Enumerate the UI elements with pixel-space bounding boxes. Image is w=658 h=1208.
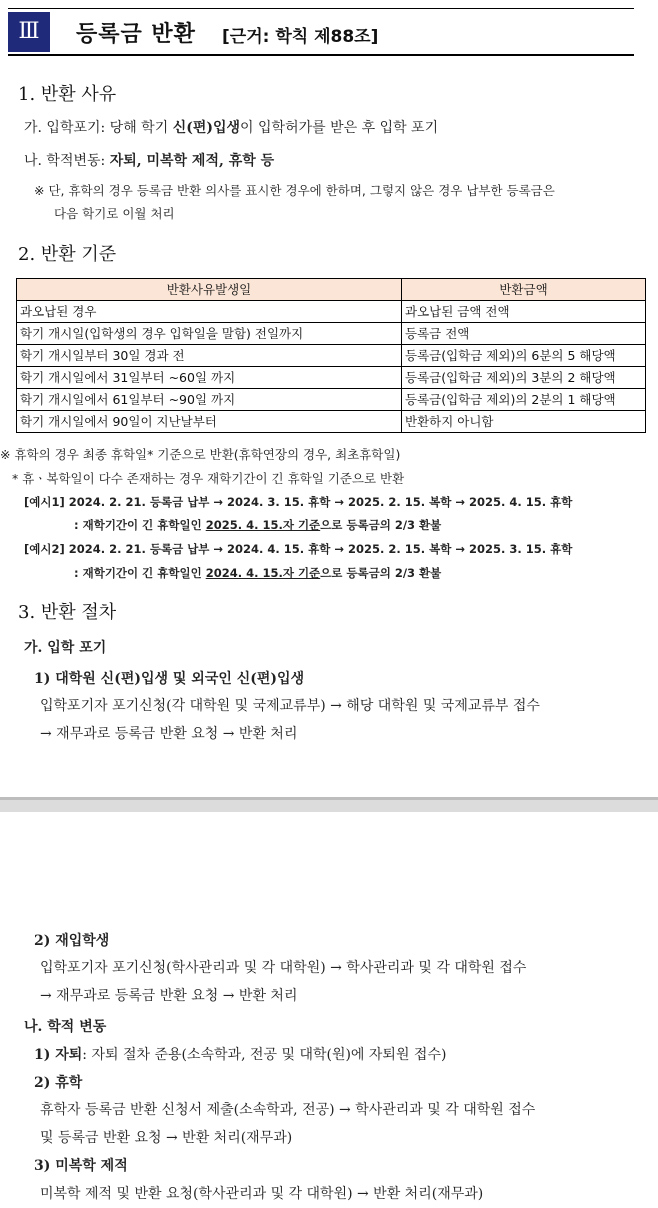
example2-line2: [74, 565, 441, 581]
section1-ga-suffix: 이 입학허가를 받은 후 입학 포기: [240, 120, 439, 136]
table-row: [17, 389, 646, 411]
example1-line2-b: 으로 등록금의 2/3 환불: [320, 518, 442, 532]
section1-na-bold: 자퇴, 미복학 제적, 휴학 등: [109, 153, 275, 169]
table-row: [17, 323, 646, 345]
section1-ga-bold: 신(편)입생: [172, 120, 241, 136]
table-cell: 등록금(입학금 제외)의 2분의 1 해당액: [402, 389, 646, 411]
section1-ga-prefix: 가. 입학포기: 당해 학기: [24, 120, 173, 136]
table-cell: 과오납된 금액 전액: [402, 301, 646, 323]
example1-line2-a: : 재학기간이 긴 휴학일인: [74, 518, 206, 532]
section1-note-line1: ※ 단, 휴학의 경우 등록금 반환 의사를 표시한 경우에 한하며, 그렇지 않은 경우 납부한 등록금은: [34, 183, 555, 198]
page-title: 등록금 반환: [76, 22, 196, 47]
table-row: [17, 411, 646, 433]
table-cell: 학기 개시일부터 30일 경과 전: [17, 345, 402, 367]
section3-item2-title: 2) 재입학생: [34, 933, 110, 949]
table-cell: 과오납된 경우: [17, 301, 402, 323]
table-row: [17, 367, 646, 389]
section3-heading: 3. 반환 절차: [18, 602, 117, 623]
section3-ga: 가. 입학 포기: [24, 640, 107, 656]
section3-item2-line2: → 재무과로 등록금 반환 요청 → 반환 처리: [40, 988, 298, 1004]
table-cell: 학기 개시일에서 90일이 지난날부터: [17, 411, 402, 433]
section2-note2: * 휴ㆍ복학일이 다수 존재하는 경우 재학기간이 긴 휴학일 기준으로 반환: [12, 471, 405, 486]
header-bottom-rule: [8, 54, 634, 56]
section1-note-line2: 다음 학기로 이월 처리: [54, 206, 175, 221]
section3-item1-line2: → 재무과로 등록금 반환 요청 → 반환 처리: [40, 726, 298, 742]
section1-item-ga: [24, 117, 438, 137]
example1-line2-underlined: 2025. 4. 15.자 기준: [205, 518, 321, 532]
section3-na3-title: 3) 미복학 제적: [34, 1158, 128, 1174]
refund-criteria-table: [16, 278, 646, 433]
table-cell: 학기 개시일에서 61일부터 ~90일 까지: [17, 389, 402, 411]
header-top-rule: [8, 8, 634, 9]
chapter-numeral-badge: Ⅲ: [8, 12, 50, 52]
table-row: [17, 345, 646, 367]
section3-na2-line1: 휴학자 등록금 반환 신청서 제출(소속학과, 전공) → 학사관리과 및 각 대학원 접수: [40, 1102, 536, 1118]
example2-line1: [예시2] 2024. 2. 21. 등록금 납부 → 2024. 4. 15. 휴학 → 2025. 2. 15. 복학 → 2025. 3. 15. 휴학: [24, 542, 573, 556]
table-header-row: [17, 279, 646, 301]
table-cell: 학기 개시일에서 31일부터 ~60일 까지: [17, 367, 402, 389]
section3-na1-rest: : 자퇴 절차 준용(소속학과, 전공 및 대학(원)에 자퇴원 접수): [82, 1047, 447, 1063]
section3-na1: [34, 1044, 446, 1064]
section1-na-prefix: 나. 학적변동:: [24, 153, 110, 169]
section3-item1-title: 1) 대학원 신(편)입생 및 외국인 신(편)입생: [34, 671, 305, 687]
table-cell: 학기 개시일(입학생의 경우 입학일을 말함) 전일까지: [17, 323, 402, 345]
section3-na1-bold: 1) 자퇴: [34, 1047, 83, 1063]
page-break: [0, 800, 658, 812]
section3-na3-line1: 미복학 제적 및 반환 요청(학사관리과 및 각 대학원) → 반환 처리(재무과): [40, 1186, 484, 1202]
table-cell: 반환하지 아니함: [402, 411, 646, 433]
example2-line2-underlined: 2024. 4. 15.자 기준: [205, 566, 321, 580]
section3-na: 나. 학적 변동: [24, 1019, 107, 1035]
section3-item2-line1: 입학포기자 포기신청(학사관리과 및 각 대학원) → 학사관리과 및 각 대학원 접수: [40, 960, 527, 976]
section3-na2-title: 2) 휴학: [34, 1075, 83, 1091]
section2-heading: 2. 반환 기준: [18, 244, 117, 265]
example2-line2-a: : 재학기간이 긴 휴학일인: [74, 566, 206, 580]
section1-item-na: [24, 150, 274, 170]
section3-na2-line2: 및 등록금 반환 요청 → 반환 처리(재무과): [40, 1130, 293, 1146]
example1-line1: [예시1] 2024. 2. 21. 등록금 납부 → 2024. 3. 15. 휴학 → 2025. 2. 15. 복학 → 2025. 4. 15. 휴학: [24, 495, 573, 509]
example1-line2: [74, 517, 441, 533]
page-title-basis: [근거: 학칙 제88조]: [222, 27, 379, 47]
section1-heading: 1. 반환 사유: [18, 84, 117, 105]
section2-note1: ※ 휴학의 경우 최종 휴학일* 기준으로 반환(휴학연장의 경우, 최초휴학일): [0, 447, 401, 462]
table-cell: 등록금(입학금 제외)의 6분의 5 해당액: [402, 345, 646, 367]
table-cell: 등록금 전액: [402, 323, 646, 345]
table-row: [17, 301, 646, 323]
table-cell: 등록금(입학금 제외)의 3분의 2 해당액: [402, 367, 646, 389]
example2-line2-b: 으로 등록금의 2/3 환불: [320, 566, 442, 580]
table-header-cell: 반환사유발생일: [17, 279, 402, 301]
section3-item1-line1: 입학포기자 포기신청(각 대학원 및 국제교류부) → 해당 대학원 및 국제교류부 접수: [40, 698, 540, 714]
table-header-cell: 반환금액: [402, 279, 646, 301]
